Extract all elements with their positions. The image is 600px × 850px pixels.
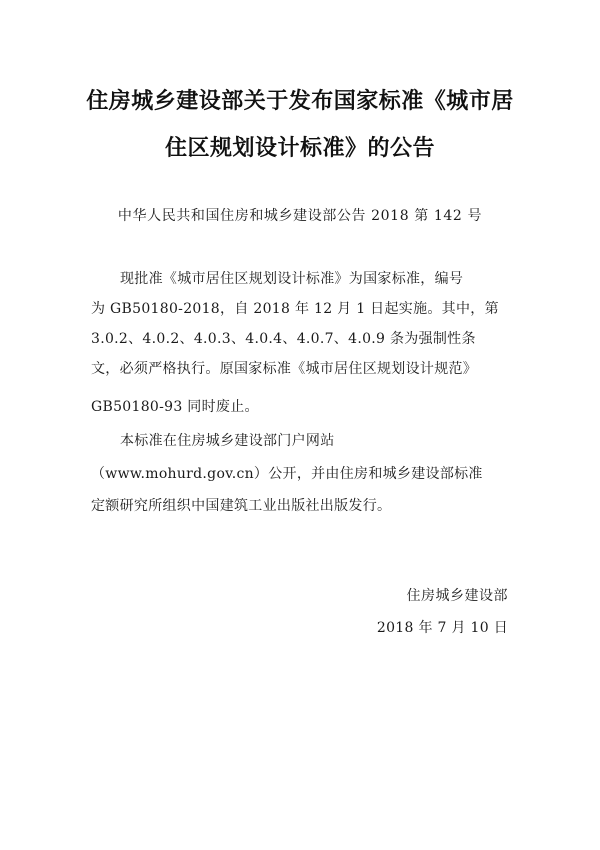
signature-date: 2018 年 7 月 10 日	[376, 620, 508, 636]
signature-organization: 住房城乡建设部	[406, 588, 508, 604]
announcement-number: 中华人民共和国住房和城乡建设部公告 2018 第 142 号	[117, 208, 483, 224]
paragraph-1-line-4: 文，必须严格执行。原国家标准《城市居住区规划设计规范》	[91, 361, 478, 377]
paragraph-2-line-2: （www.mohurd.gov.cn）公开，并由住房和城乡建设部标准	[91, 466, 483, 482]
paragraph-1-line-5: GB50180-93 同时废止。	[91, 399, 259, 415]
paragraph-1-line-1: 现批准《城市居住区规划设计标准》为国家标准，编号	[120, 271, 464, 287]
document-title-line-2: 住区规划设计标准》的公告	[164, 135, 435, 161]
paragraph-2-line-3: 定额研究所组织中国建筑工业出版社出版发行。	[91, 498, 392, 514]
document-title-line-1: 住房城乡建设部关于发布国家标准《城市居	[86, 88, 514, 114]
paragraph-1-line-2: 为 GB50180-2018，自 2018 年 12 月 1 日起实施。其中，第	[91, 301, 499, 317]
paragraph-1-line-3: 3.0.2、4.0.2、4.0.3、4.0.4、4.0.7、4.0.9 条为强制性条	[91, 331, 476, 347]
paragraph-2-line-1: 本标准在住房城乡建设部门户网站	[120, 433, 335, 449]
